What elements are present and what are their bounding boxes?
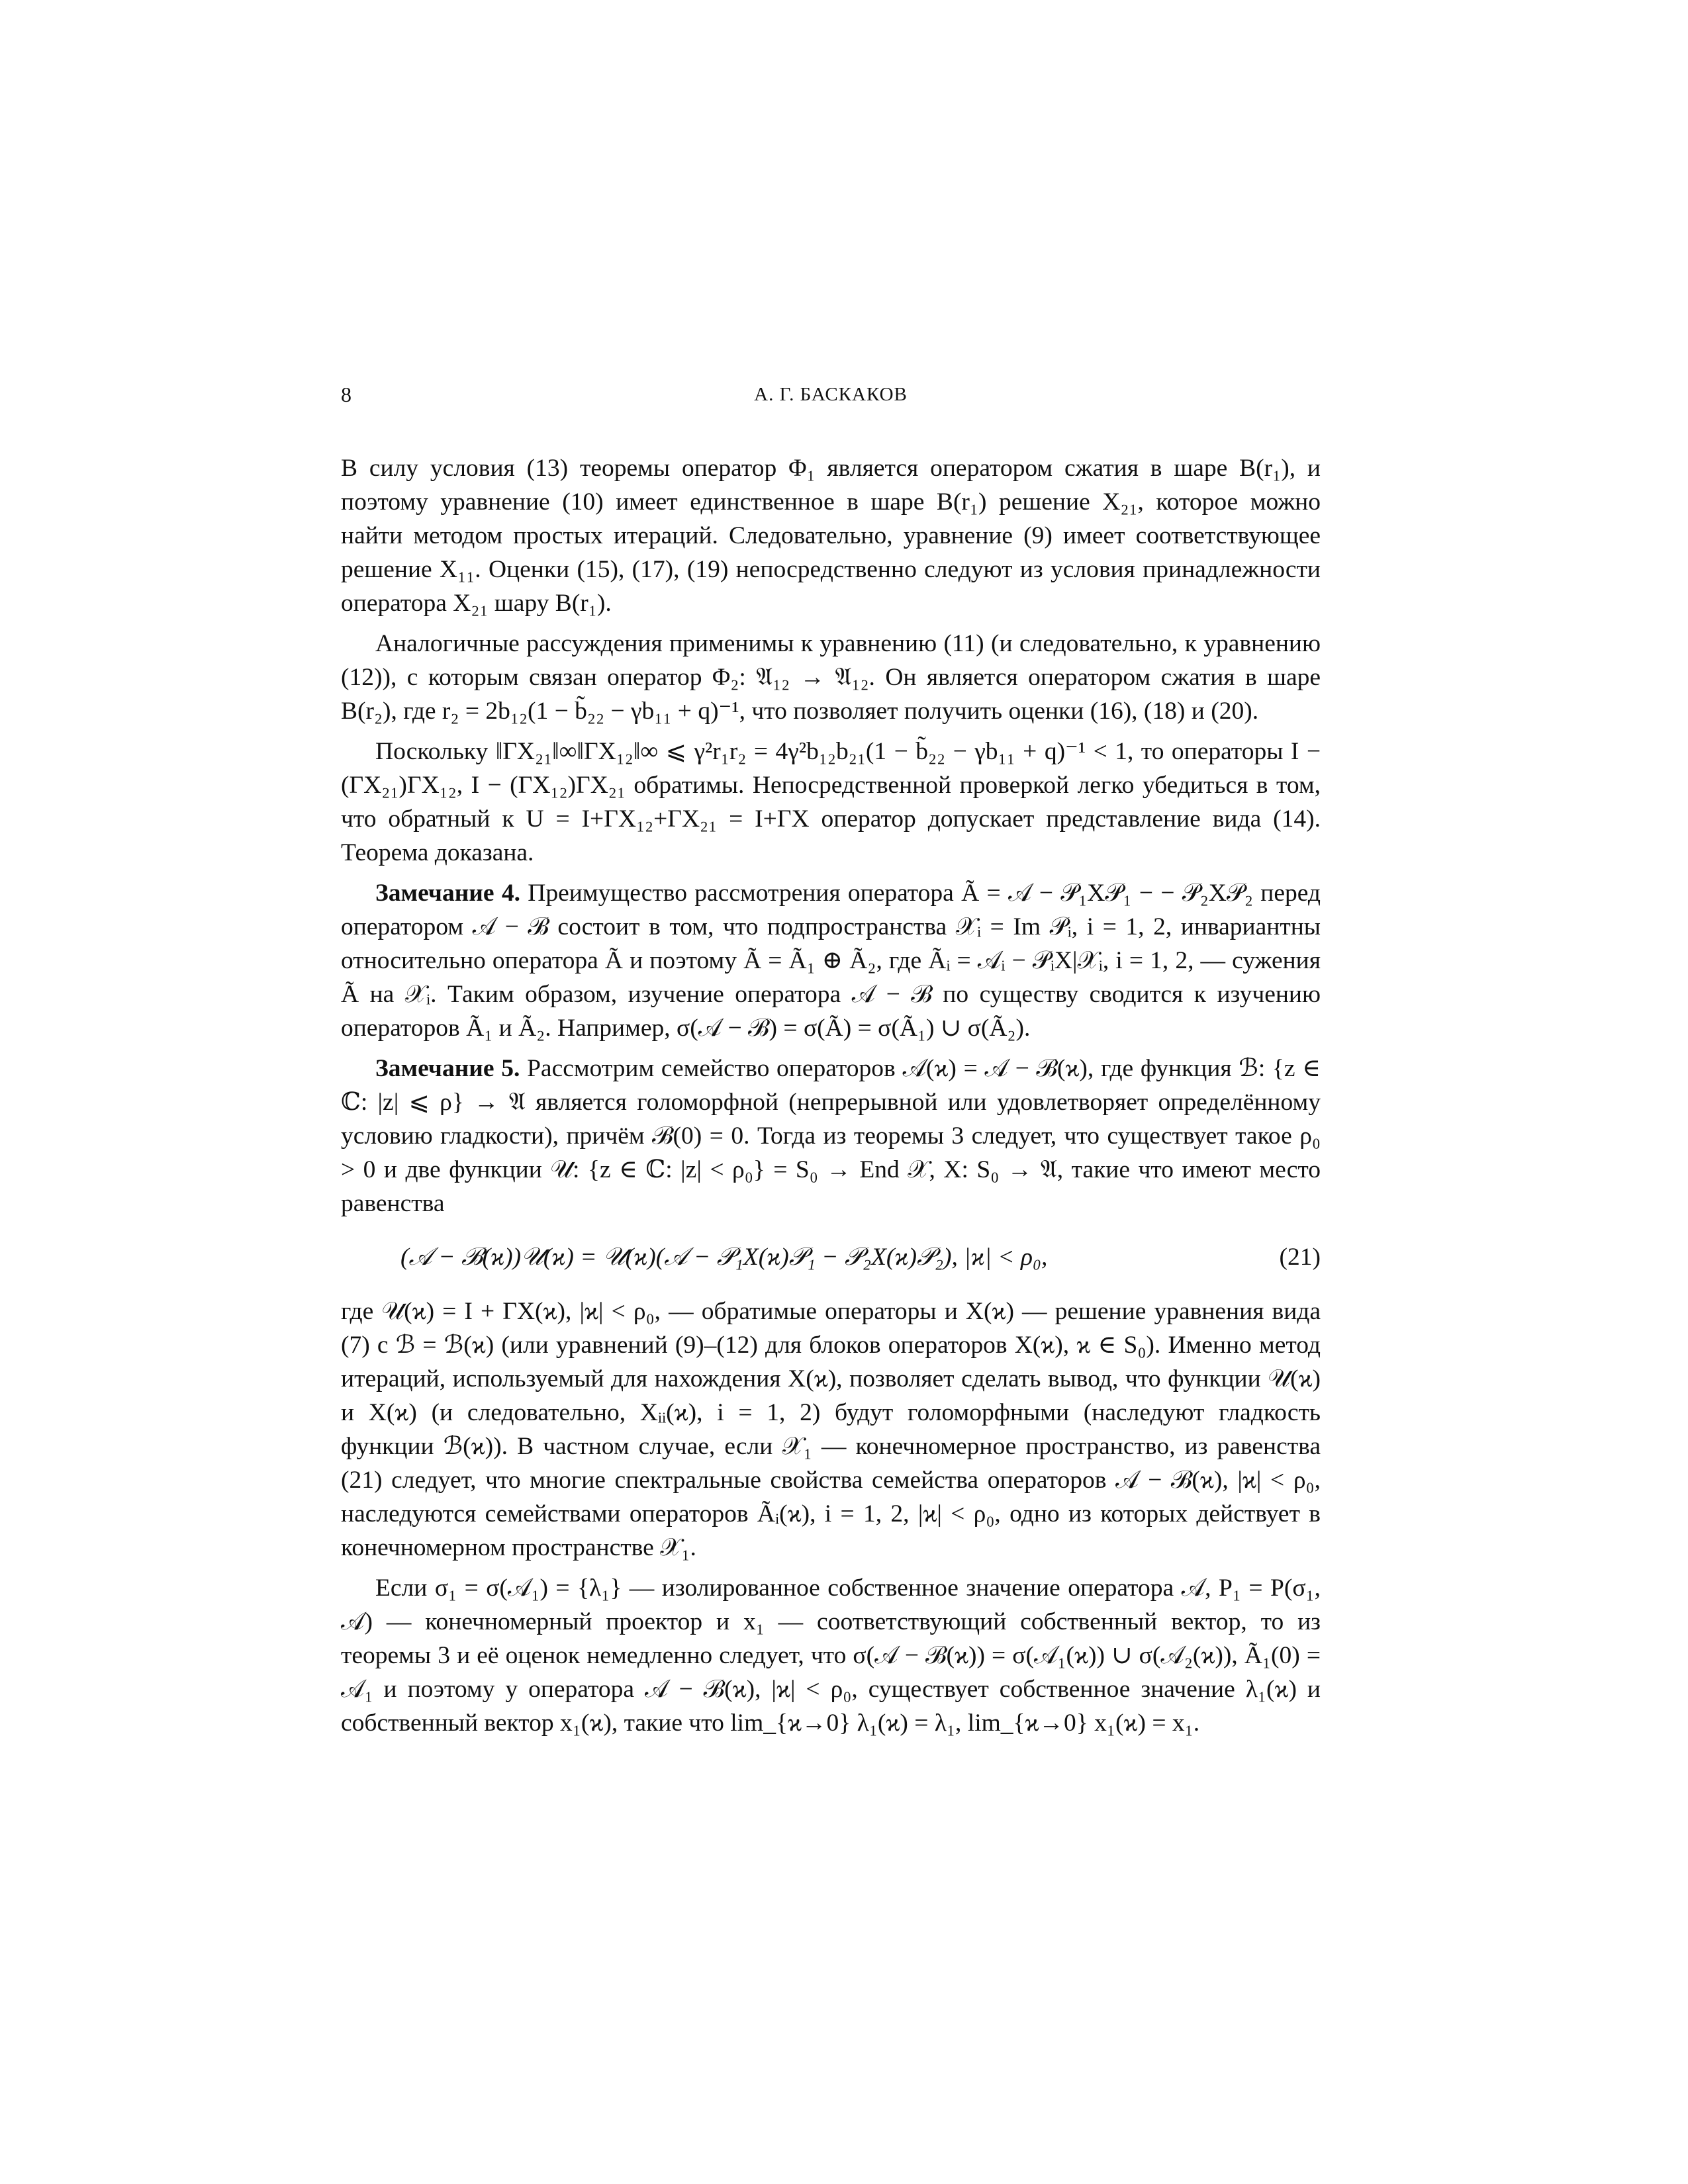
paper-page bbox=[341, 383, 1321, 1747]
equation-number: (21) bbox=[1279, 1244, 1321, 1271]
page-body bbox=[341, 451, 1321, 1740]
paragraph-proof-2: Аналогичные рассуждения применимы к уравнению (11) (и следовательно, к уравнению (12)), с которым связан оператор Φ₂: 𝔄₁₂ → 𝔄₁₂. Он является оператором сжатия в шаре B(r₂), где r₂ = 2b₁₂(1 − b̃₂₂ − γb₁₁ + q)⁻¹, что позволяет получить оценки (16), (18) и (20). bbox=[341, 630, 1321, 725]
remark-4-label: Замечание 4. bbox=[375, 880, 520, 907]
remark-5-label: Замечание 5. bbox=[375, 1055, 520, 1082]
remark-4-text: Преимущество рассмотрения оператора Ã = 𝒜 − 𝒫₁X𝒫₁ − − 𝒫₂X𝒫₂ перед оператором 𝒜 − ℬ состоит в том, что подпространства 𝒳ᵢ = Im 𝒫ᵢ, i = 1, 2, инвариантны относительно оператора Ã и поэтому Ã = Ã₁ ⊕ Ã₂, где Ãᵢ = 𝒜ᵢ − 𝒫ᵢX|𝒳ᵢ, i = 1, 2, — сужения Ã на 𝒳ᵢ. Таким образом, изучение оператора 𝒜 − ℬ по существу сводится к изучению операторов Ã₁ и Ã₂. Например, σ(𝒜 − ℬ) = σ(Ã) = σ(Ã₁) ∪ σ(Ã₂). bbox=[341, 880, 1321, 1042]
paragraph-after-equation: где 𝒰(ϰ) = I + ΓX(ϰ), |ϰ| < ρ₀, — обратимые операторы и X(ϰ) — решение уравнения вида (7) с ℬ = ℬ(ϰ) (или уравнений (9)–(12) для блоков операторов X(ϰ), ϰ ∈ S₀). Именно метод итераций, используемый для нахождения X(ϰ), позволяет сделать вывод, что функции 𝒰(ϰ) и X(ϰ) (и следовательно, Xᵢᵢ(ϰ), i = 1, 2) будут голоморфными (наследуют гладкость функции ℬ(ϰ)). В частном случае, если 𝒳₁ — конечномерное пространство, из равенства (21) следует, что многие спектральные свойства семейства операторов 𝒜 − ℬ(ϰ), |ϰ| < ρ₀, наследуются семействами операторов Ãᵢ(ϰ), i = 1, 2, |ϰ| < ρ₀, одно из которых действует в конечномерном пространстве 𝒳₁. bbox=[341, 1298, 1321, 1561]
page-number: 8 bbox=[341, 383, 352, 406]
remark-5 bbox=[341, 1052, 1321, 1220]
paragraph-proof-1: В силу условия (13) теоремы оператор Φ₁ является оператором сжатия в шаре B(r₁), и поэтому уравнение (10) имеет единственное в шаре B(r₁) решение X₂₁, которое можно найти методом простых итераций. Следовательно, уравнение (9) имеет соответствующее решение X₁₁. Оценки (15), (17), (19) непосредственно следуют из условия принадлежности оператора X₂₁ шару B(r₁). bbox=[341, 455, 1321, 617]
paragraph-proof-3: Поскольку ‖ΓX₂₁‖∞‖ΓX₁₂‖∞ ⩽ γ²r₁r₂ = 4γ²b₁₂b₂₁(1 − b̃₂₂ − γb₁₁ + q)⁻¹ < 1, то операторы I − (ΓX₂₁)ΓX₁₂, I − (ΓX₁₂)ΓX₂₁ обратимы. Непосредственной проверкой легко убедиться в том, что обратный к U = I+ΓX₁₂+ΓX₂₁ = I+ΓX оператор допускает представление вида (14). Теорема доказана. bbox=[341, 738, 1321, 866]
remark-5-text: Рассмотрим семейство операторов 𝒜(ϰ) = 𝒜 − ℬ(ϰ), где функция ℬ: {z ∈ ℂ: |z| ⩽ ρ} → 𝔄 является голоморфной (непрерывной или удовлетворяет определённому условию гладкости), причём ℬ(0) = 0. Тогда из теоремы 3 следует, что существует такое ρ₀ > 0 и две функции 𝒰: {z ∈ ℂ: |z| < ρ₀} = S₀ → End 𝒳, X: S₀ → 𝔄, такие что имеют место равенства bbox=[341, 1055, 1321, 1217]
page-header bbox=[341, 383, 1321, 422]
remark-4 bbox=[341, 876, 1321, 1045]
paragraph-final: Если σ₁ = σ(𝒜₁) = {λ₁} — изолированное собственное значение оператора 𝒜, P₁ = P(σ₁, 𝒜) — конечномерный проектор и x₁ — соответствующий собственный вектор, то из теоремы 3 и её оценок немедленно следует, что σ(𝒜 − ℬ(ϰ)) = σ(𝒜₁(ϰ)) ∪ σ(𝒜₂(ϰ)), Ã₁(0) = 𝒜₁ и поэтому у оператора 𝒜 − ℬ(ϰ), |ϰ| < ρ₀, существует собственное значение λ₁(ϰ) и собственный вектор x₁(ϰ), такие что lim_{ϰ→0} λ₁(ϰ) = λ₁, lim_{ϰ→0} x₁(ϰ) = x₁. bbox=[341, 1574, 1321, 1737]
display-equation-21 bbox=[341, 1236, 1321, 1279]
running-head: А. Г. БАСКАКОВ bbox=[754, 384, 908, 405]
equation-body: (𝒜 − ℬ(ϰ))𝒰(ϰ) = 𝒰(ϰ)(𝒜 − 𝒫₁X(ϰ)𝒫₁ − 𝒫₂X(ϰ)𝒫₂), |ϰ| < ρ₀, bbox=[400, 1244, 1048, 1271]
